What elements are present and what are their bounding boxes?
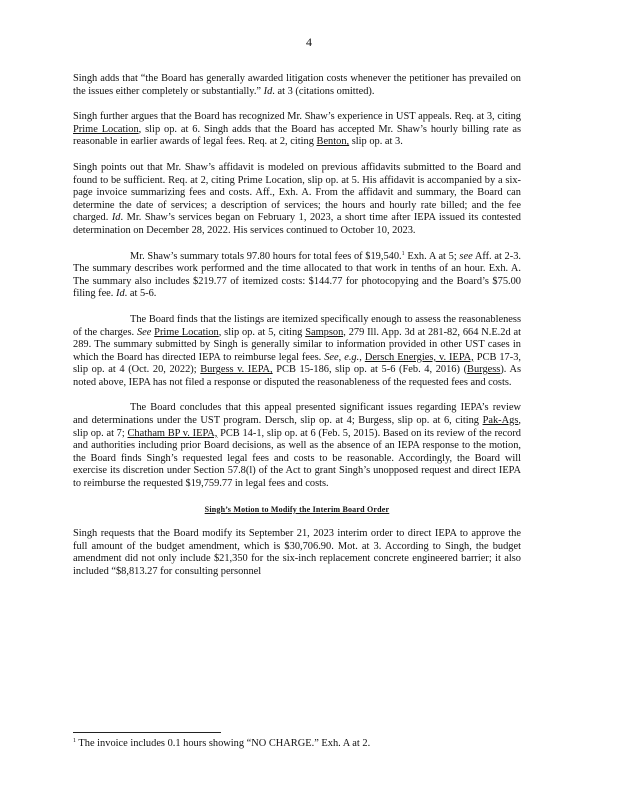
text-run: slip op. at 3. [349,136,403,148]
text-run: ). As noted above, IEPA has not filed a response or disputed the reasonableness of the requested fees and costs. [73,364,521,388]
italic-signal: e.g. [344,351,360,363]
text-run: , slip op. at 7; [73,415,521,439]
text-run: The Board finds that the listings are itemized specifically enough to assess the reasonableness of the charges. [73,313,521,338]
text-run: The Board concludes that this appeal presented significant issues regarding IEPA’s review and determinations under the UST program. Dersch, slip op. at 4; Burgess, slip op. at 6, citing [73,402,521,427]
paragraph-p4 [73,251,521,301]
text-run: Singh further argues that the Board has recognized Mr. Shaw’s experience in UST appeals. Req. at 3, citing [73,111,521,123]
paragraph-p1 [73,73,521,98]
paragraph-text [73,111,521,149]
text-run: PCB 15-186, slip op. at 5-6 (Feb. 4, 2016) ( [272,364,468,376]
paragraph-text [73,528,521,578]
text-run: , [338,351,345,363]
text-run: PCB 14-1, slip op. at 6 (Feb. 5, 2015). Based on its review of the record and authorities including prior Board decisions, as well as the absence of an IEPA response to the motion, the Board finds Singh’s requested legal fees and costs to be reasonable. Accordingly, the Board will exercise its discretion under Section 57.8(l) of the Act to grant Singh’s unopposed request and direct IEPA to reimburse the requested $19,759.77 in legal fees and costs. [73,427,522,490]
text-run: Aff. at 2-3. The summary describes work performed and the time allocated to that work in tenths of an hour. Exh. A. The summary also includes $219.77 of itemized costs: $144.77 for photocopying and the Board’s $75.00 filing fee. [73,250,521,300]
case-citation: Sampson, [305,326,346,338]
footnote-marker: 1 [73,738,76,744]
text-run: Singh adds that “the Board has generally awarded litigation costs whenever the petitioner has prevailed on the issues either completely or substantially.” [73,73,521,97]
case-citation: Benton, [316,136,350,148]
document-body [73,73,521,592]
text-run: PCB 17-3, slip op. at 4 (Oct. 20, 2022); [73,351,521,376]
italic-signal: Id [116,288,125,300]
footnote [73,738,521,751]
text-run: . Mr. Shaw’s services began on February 1, 2023, a short time after IEPA issued its contested determination on December 28, 2022. His services continued to October 10, 2023. [73,212,521,236]
case-citation: Burgess v. IEPA, [200,364,273,376]
italic-signal: Id [111,212,121,224]
text-run: Mr. Shaw’s summary totals 97.80 hours for total fees of $19,540. [130,250,402,262]
footnote-text: The invoice includes 0.1 hours showing “NO CHARGE.” Exh. A at 2. [76,738,371,749]
text-run: Singh points out that Mr. Shaw’s affidavit is modeled on previous affidavits submitted to the Board and found to be sufficient. Req. at 2, citing Prime Location, slip op. at 5. His affidavit is accompanied by a six-page invoice summarizing fees and costs. Aff., Exh. A. From the affidavit and summary, the Board can determine the date of services; a description of services; the hours and hourly rate billed; and the fee charged. [73,161,521,224]
text-run: . at 3 (citations omitted). [272,85,375,97]
italic-signal: see [459,250,473,262]
case-citation: Burgess [467,364,501,376]
paragraph-p2 [73,111,521,149]
case-citation: Pak-Ags [482,415,519,427]
italic-signal: Id [263,85,273,97]
paragraph-p7 [73,528,521,578]
text-run: , slip op. at 6. Singh adds that the Board has accepted Mr. Shaw’s hourly billing rate as reasonable in earlier awards of legal fees. Req. at 2, citing [73,123,521,148]
section-heading: Singh’s Motion to Modify the Interim Board Order [204,504,390,514]
text-run: 279 Ill. App. 3d at 281-82, 664 N.E.2d at 289. The summary submitted by Singh is generally similar to information provided in other UST cases in which the Board has directed IEPA to reimburse legal fees. [73,326,521,363]
paragraph-p5 [73,314,521,390]
text-run: , slip op. at 5, citing [218,326,306,338]
text-run: Exh. A at 5; [404,250,460,262]
case-citation: Prime Location [73,123,139,135]
text-run: Singh requests that the Board modify its September 21, 2023 interim order to direct IEPA to approve the full amount of the budget amendment, which is $30,706.90. Mot. at 3. According to Singh, the budget amendment did not only include $21,350 for the six-inch replacement concrete engineered barrier; it also included “$8,813.27 for consulting personnel [73,528,521,577]
paragraph-p6 [73,402,521,490]
page-number: 4 [306,35,312,49]
footnote-separator [73,732,221,733]
italic-signal: See [136,326,152,338]
footnote-ref: 1 [401,250,405,257]
paragraph-text [73,162,521,238]
paragraph-text [73,402,521,490]
text-run: . at 5-6. [124,288,157,300]
paragraph-text [73,251,521,301]
case-citation: Dersch Energies, v. IEPA, [364,351,474,363]
text-run: , [359,351,365,363]
italic-signal: See [324,351,339,363]
paragraph-p3 [73,162,521,238]
paragraph-group-2 [73,528,521,578]
paragraph-group-1 [73,73,521,491]
paragraph-text [73,73,521,98]
paragraph-text [73,314,521,390]
case-citation: Prime Location [154,326,219,338]
case-citation: Chatham BP v. IEPA, [127,427,218,439]
